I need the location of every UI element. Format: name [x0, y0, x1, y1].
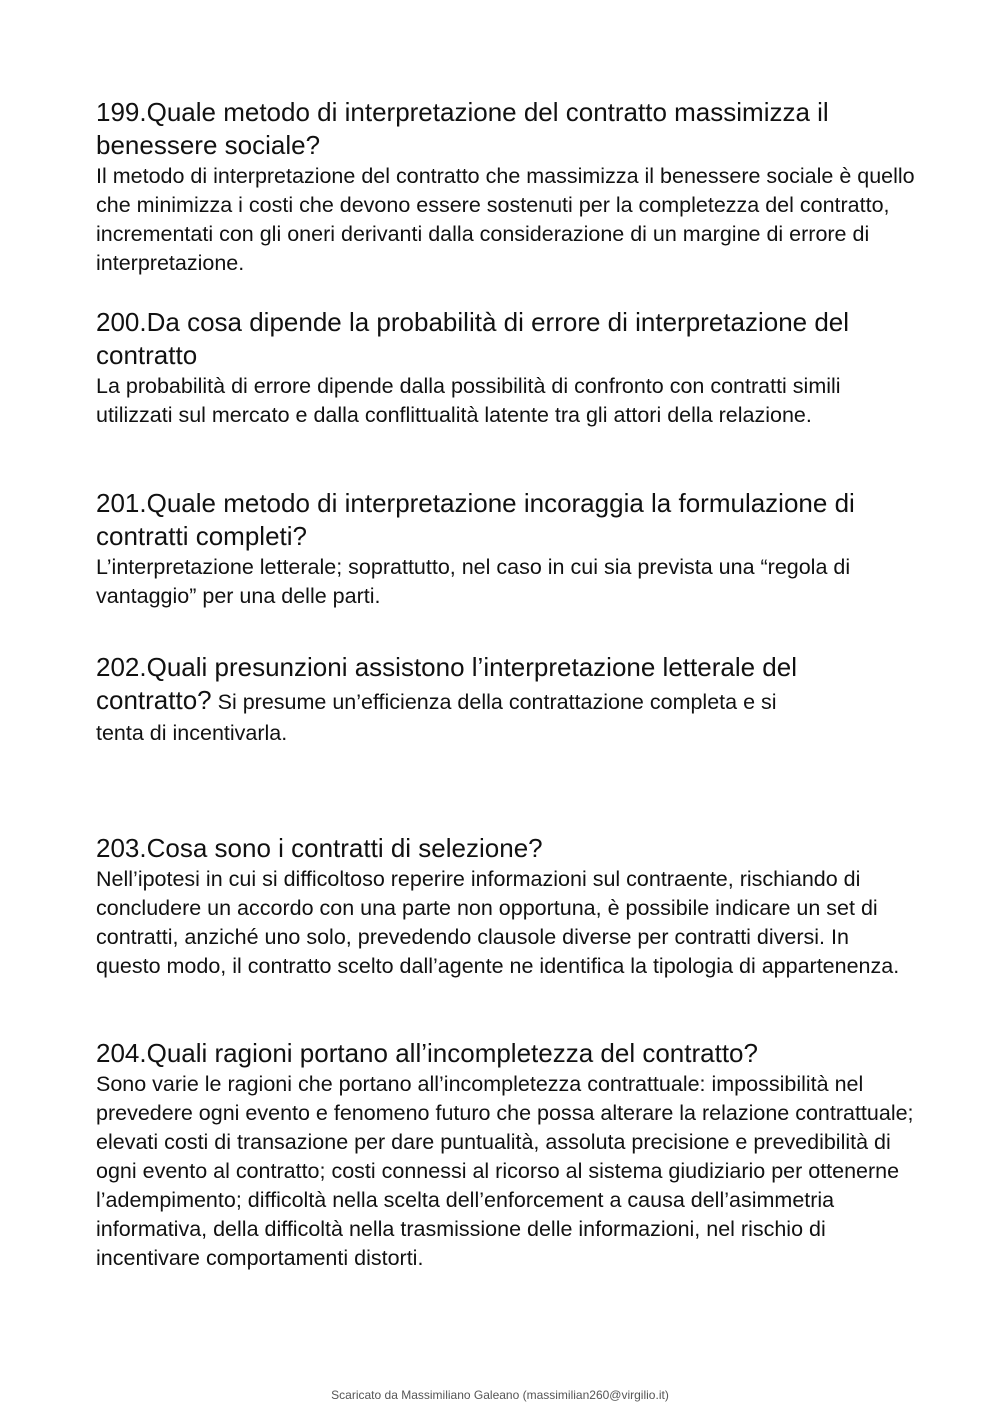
- question-answer: Si presume un’efficienza della contrattazione completa e si: [211, 690, 777, 714]
- question-203: [96, 832, 916, 981]
- question-title-and-answer: [96, 684, 916, 719]
- question-201: [96, 487, 916, 611]
- question-title-continuation: contratto?: [96, 685, 212, 715]
- question-answer: Il metodo di interpretazione del contratto che massimizza il benessere sociale è quello che minimizza i costi che devono essere sostenuti per la completezza del contratto, incrementati con gli oneri derivanti dalla considerazione di un margine di errore di interpretazione.: [96, 164, 915, 275]
- question-title: 199.Quale metodo di interpretazione del contratto massimizza il benessere sociale?: [96, 97, 829, 160]
- question-title: 201.Quale metodo di interpretazione incoraggia la formulazione di contratti completi?: [96, 488, 855, 551]
- question-200: [96, 306, 916, 430]
- question-title: 202.Quali presunzioni assistono l’interpretazione letterale del: [96, 652, 797, 682]
- question-204: [96, 1037, 916, 1273]
- question-title: 203.Cosa sono i contratti di selezione?: [96, 833, 543, 863]
- question-answer: Nell’ipotesi in cui si difficoltoso reperire informazioni sul contraente, rischiando di concludere un accordo con una parte non opportuna, è possibile indicare un set di contratti, anziché uno solo, prevedendo clausole diverse per contratti diversi. In questo modo, il contratto scelto dall’agente ne identifica la tipologia di appartenenza.: [96, 867, 900, 978]
- download-footer: Scaricato da Massimiliano Galeano (massimilian260@virgilio.it): [331, 1388, 669, 1402]
- question-answer: La probabilità di errore dipende dalla possibilità di confronto con contratti simili utilizzati sul mercato e dalla conflittualità latente tra gli attori della relazione.: [96, 374, 841, 427]
- question-202: [96, 651, 916, 748]
- question-title: 204.Quali ragioni portano all’incompletezza del contratto?: [96, 1038, 758, 1068]
- question-title: 200.Da cosa dipende la probabilità di errore di interpretazione del contratto: [96, 307, 850, 370]
- question-answer: L’interpretazione letterale; soprattutto, nel caso in cui sia prevista una “regola di vantaggio” per una delle parti.: [96, 555, 851, 608]
- question-199: [96, 96, 916, 278]
- question-answer-continuation: tenta di incentivarla.: [96, 721, 288, 745]
- question-answer: Sono varie le ragioni che portano all’incompletezza contrattuale: impossibilità nel prevedere ogni evento e fenomeno futuro che possa alterare la relazione contrattuale; elevati costi di transazione per dare puntualità, assoluta precisione e prevedibilità di ogni evento al contratto; costi connessi al ricorso al sistema giudiziario per ottenerne l’adempimento; difficoltà nella scelta dell’enforcement a causa dell’asimmetria informativa, della difficoltà nella trasmissione delle informazioni, nel rischio di incentivare comportamenti distorti.: [96, 1072, 914, 1270]
